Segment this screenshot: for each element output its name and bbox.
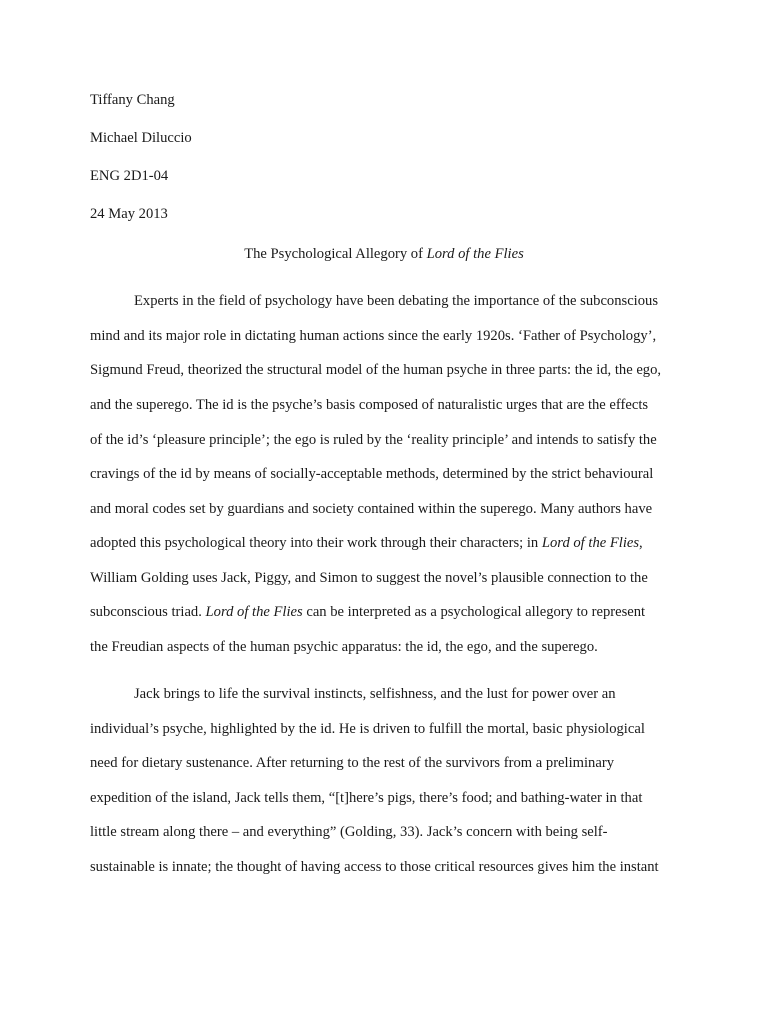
paragraph-2-line-1: Jack brings to life the survival instincts, selfishness, and the lust for power over an: [134, 686, 616, 702]
text-run: ,: [639, 535, 643, 551]
text-run: can be interpreted as a psychological allegory to represent: [302, 604, 646, 620]
paragraph-2-line-6: sustainable is innate; the thought of having access to those critical resources gives him the instant: [90, 859, 659, 875]
book-title-italic: Lord of the Flies: [205, 604, 303, 620]
paragraph-1-line-7: and moral codes set by guardians and society contained within the superego. Many authors have: [90, 501, 653, 517]
book-title-italic: Lord of the Flies: [541, 535, 640, 551]
paragraph-1-line-4: and the superego. The id is the psyche’s basis composed of naturalistic urges that are the effects: [90, 397, 649, 413]
paragraph-1-line-5: of the id’s ‘pleasure principle’; the ego is ruled by the ‘reality principle’ and intends to satisfy the: [90, 432, 657, 448]
author-name: Tiffany Chang: [90, 92, 175, 108]
text-run: subconscious triad.: [90, 604, 206, 620]
paragraph-1-line-8: [90, 534, 643, 552]
paragraph-2-line-2: individual’s psyche, highlighted by the id. He is driven to fulfill the mortal, basic physiological: [90, 721, 645, 737]
essay-title-prefix: The Psychological Allegory of: [244, 246, 427, 262]
paragraph-1-line-6: cravings of the id by means of socially-acceptable methods, determined by the strict behavioural: [90, 466, 654, 482]
paragraph-1-line-3: Sigmund Freud, theorized the structural model of the human psyche in three parts: the id, the ego,: [90, 362, 662, 378]
paragraph-1-line-11: the Freudian aspects of the human psychic apparatus: the id, the ego, and the superego.: [90, 639, 598, 655]
paragraph-1-line-9: William Golding uses Jack, Piggy, and Simon to suggest the novel’s plausible connection to the: [90, 570, 648, 586]
paragraph-2-line-4: expedition of the island, Jack tells them, “[t]here’s pigs, there’s food; and bathing-water in that: [90, 790, 643, 806]
paragraph-2-line-3: need for dietary sustenance. After returning to the rest of the survivors from a preliminary: [90, 755, 614, 771]
instructor-name: Michael Diluccio: [90, 130, 192, 146]
paragraph-1-line-2: mind and its major role in dictating human actions since the early 1920s. ‘Father of Psychology’,: [90, 328, 657, 344]
essay-date: 24 May 2013: [90, 206, 168, 222]
paragraph-1-line-1: Experts in the field of psychology have been debating the importance of the subconscious: [134, 293, 659, 309]
course-code: ENG 2D1-04: [90, 168, 169, 184]
paragraph-1-line-10: [90, 603, 645, 621]
text-run: adopted this psychological theory into their work through their characters; in: [90, 535, 542, 551]
essay-title-book: Lord of the Flies: [426, 246, 524, 262]
paragraph-2-line-5: little stream along there – and everything” (Golding, 33). Jack’s concern with being self-: [90, 824, 608, 840]
essay-title: [0, 245, 768, 263]
